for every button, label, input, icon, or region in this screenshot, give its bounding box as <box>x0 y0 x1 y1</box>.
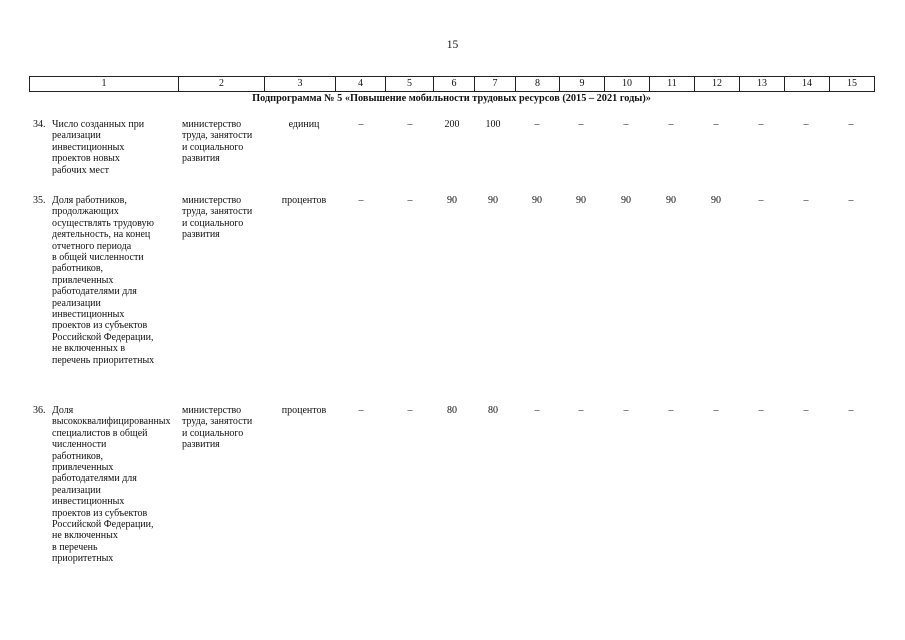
value-cell: – <box>803 119 809 130</box>
value-cell: 100 <box>485 119 501 130</box>
column-number-cell: 14 <box>785 77 830 92</box>
responsible-ministry: министерство труда, занятости и социального развития <box>182 405 253 451</box>
header-number-row-table <box>29 76 875 92</box>
value-cell: – <box>534 119 540 130</box>
value-cell: – <box>758 195 764 206</box>
value-cell: – <box>803 405 809 416</box>
value-cell: – <box>668 405 674 416</box>
value-cell: – <box>358 405 364 416</box>
row-number: 36. <box>33 405 46 416</box>
value-cell: – <box>623 119 629 130</box>
value-cell: 90 <box>621 195 631 206</box>
indicator-name: Доля работников, продолжающих осуществлять трудовую деятельность, на конец отчетного периода в общей численности работников, привлеченных работодателями для реализации инвестиционных проектов из субъектов Российской Федерации, не включенных в перечень приоритетных <box>52 195 155 366</box>
value-cell: 80 <box>488 405 498 416</box>
indicator-name: Доля высококвалифицированных специалистов в общей численности работников, привлеченных работодателями для реализации инвестиционных проектов из субъектов Российской Федерации, не включенных в перечень приоритетных <box>52 405 171 565</box>
responsible-ministry: министерство труда, занятости и социального развития <box>182 195 253 241</box>
value-cell: 90 <box>576 195 586 206</box>
column-number-cell: 10 <box>605 77 650 92</box>
value-cell: – <box>758 119 764 130</box>
column-number-cell: 2 <box>179 77 265 92</box>
page-number: 15 <box>446 39 459 51</box>
row-number: 35. <box>33 195 46 206</box>
value-cell: – <box>668 119 674 130</box>
value-cell: 90 <box>666 195 676 206</box>
value-cell: 90 <box>488 195 498 206</box>
value-cell: 200 <box>444 119 460 130</box>
column-number-cell: 6 <box>434 77 475 92</box>
unit-of-measure: единиц <box>288 119 320 130</box>
value-cell: – <box>848 195 854 206</box>
value-cell: – <box>407 195 413 206</box>
value-cell: – <box>758 405 764 416</box>
value-cell: 90 <box>532 195 542 206</box>
value-cell: – <box>407 405 413 416</box>
value-cell: 90 <box>711 195 721 206</box>
value-cell: – <box>358 195 364 206</box>
value-cell: – <box>803 195 809 206</box>
column-number-cell: 8 <box>516 77 560 92</box>
value-cell: – <box>713 405 719 416</box>
column-number-cell: 11 <box>650 77 695 92</box>
unit-of-measure: процентов <box>281 405 327 416</box>
column-number-cell: 1 <box>30 77 179 92</box>
column-number-cell: 5 <box>386 77 434 92</box>
value-cell: – <box>848 405 854 416</box>
value-cell: – <box>534 405 540 416</box>
row-number: 34. <box>33 119 46 130</box>
column-number-cell: 12 <box>695 77 740 92</box>
value-cell: 80 <box>447 405 457 416</box>
value-cell: – <box>407 119 413 130</box>
column-number-cell: 7 <box>475 77 516 92</box>
subprogram-title: Подпрограмма № 5 «Повышение мобильности трудовых ресурсов (2015 – 2021 годы)» <box>252 93 651 104</box>
value-cell: – <box>713 119 719 130</box>
value-cell: – <box>848 119 854 130</box>
column-number-cell: 15 <box>830 77 875 92</box>
value-cell: – <box>578 119 584 130</box>
value-cell: – <box>358 119 364 130</box>
header-number-row <box>30 77 875 92</box>
value-cell: – <box>578 405 584 416</box>
value-cell: – <box>623 405 629 416</box>
indicator-name: Число созданных при реализации инвестиционных проектов новых рабочих мест <box>52 119 145 176</box>
unit-of-measure: процентов <box>281 195 327 206</box>
value-cell: 90 <box>447 195 457 206</box>
column-number-cell: 13 <box>740 77 785 92</box>
responsible-ministry: министерство труда, занятости и социального развития <box>182 119 253 165</box>
column-number-cell: 4 <box>336 77 386 92</box>
column-number-cell: 3 <box>265 77 336 92</box>
column-number-cell: 9 <box>560 77 605 92</box>
